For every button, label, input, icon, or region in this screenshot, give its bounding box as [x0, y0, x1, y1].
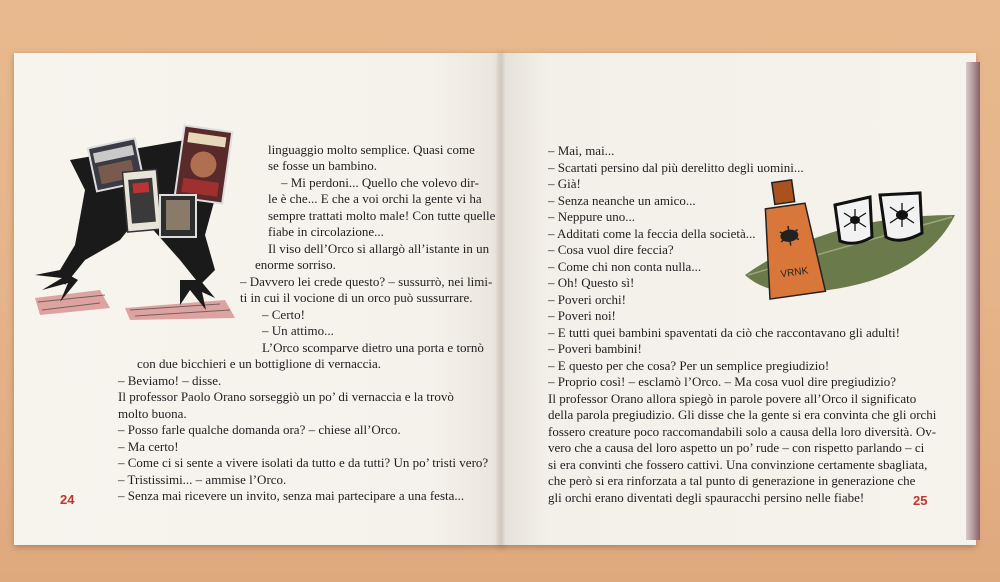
text-line: – Proprio così! – esclamò l’Orco. – Ma cosa vuol dire pregiudizio?: [548, 374, 897, 389]
text-line: – Scartati persino dal più derelitto degli uomini...: [548, 160, 804, 175]
text-line: Il professor Orano allora spiegò in parole povere all’Orco il significato: [548, 391, 917, 406]
text-line: – Neppure uno...: [548, 209, 636, 224]
text-line: L’Orco scomparve dietro una porta e tornò: [262, 340, 484, 355]
book-gutter: [497, 53, 505, 545]
text-line: – Tristissimi... – ammise l’Orco.: [118, 472, 287, 487]
text-line: – Posso farle qualche domanda ora? – chiese all’Orco.: [118, 422, 401, 437]
text-line: gli orchi erano diventati degli spauracchi persino nelle fiabe!: [548, 490, 865, 505]
text-line: Il viso dell’Orco si allargò all’istante in un: [268, 241, 490, 256]
orc-collage-illustration: [30, 120, 250, 330]
spider-glass-icon: [835, 197, 872, 243]
text-line: – Oh! Questo sì!: [548, 275, 635, 290]
text-line: se fosse un bambino.: [268, 158, 378, 173]
text-line: – Mai, mai...: [548, 143, 615, 158]
text-line: – Come chi non conta nulla...: [548, 259, 702, 274]
text-line: della parola pregiudizio. Gli disse che la gente si era convinta che gli orchi: [548, 407, 937, 422]
text-line: – Già!: [548, 176, 581, 191]
text-line: molto buona.: [118, 406, 187, 421]
text-line: enorme sorriso.: [255, 257, 336, 272]
page-number-right: 25: [913, 493, 928, 508]
bottle-illustration: [740, 175, 960, 305]
text-line: – Davvero lei crede questo? – sussurrò, nei limi-: [240, 274, 493, 289]
text-line: fossero creature poco raccomandabili solo a causa della loro diversità. Ov-: [548, 424, 937, 439]
text-line: – Senza neanche un amico...: [548, 193, 696, 208]
text-line: – Poveri bambini!: [548, 341, 642, 356]
text-line: ti in cui il vocione di un orco può sussurrare.: [240, 290, 473, 305]
book-page-edge: [966, 62, 980, 540]
text-line: – Cosa vuol dire feccia?: [548, 242, 674, 257]
text-line: – Beviamo! – disse.: [118, 373, 222, 388]
text-line: – Mi perdoni... Quello che volevo dir-: [281, 175, 479, 190]
svg-text:VRNK: VRNK: [779, 265, 809, 281]
text-line: – Poveri noi!: [548, 308, 616, 323]
text-line: linguaggio molto semplice. Quasi come: [268, 142, 475, 157]
text-line: – Poveri orchi!: [548, 292, 626, 307]
text-line: Il professor Paolo Orano sorseggiò un po’ di vernaccia e la trovò: [118, 389, 454, 404]
text-line: che però si era rinforzata a tal punto di generazione in generazione che: [548, 473, 916, 488]
text-line: – E questo per che cosa? Per un semplice pregiudizio!: [548, 358, 830, 373]
text-line: con due bicchieri e un bottiglione di vernaccia.: [137, 356, 382, 371]
spider-glass-icon: [880, 193, 922, 240]
text-line: – Certo!: [262, 307, 305, 322]
text-line: si era convinti che fossero cattivi. Una convinzione certamente sbagliata,: [548, 457, 928, 472]
text-line: – Ma certo!: [118, 439, 179, 454]
page-number-left: 24: [60, 492, 75, 507]
text-line: sempre trattati molto male! Con tutte quelle: [268, 208, 496, 223]
text-line: – Un attimo...: [262, 323, 334, 338]
text-line: – Additati come la feccia della società...: [548, 226, 756, 241]
text-line: vero che a causa del loro aspetto un po’ rude – con rispetto parlando – ci: [548, 440, 925, 455]
text-line: le è che... E che a voi orchi la gente vi ha: [268, 191, 482, 206]
text-line: – Senza mai ricevere un invito, senza mai partecipare a una festa...: [118, 488, 465, 503]
text-line: – Come ci si sente a vivere isolati da tutto e da tutti? Un po’ tristi vero?: [118, 455, 489, 470]
text-line: – E tutti quei bambini spaventati da ciò che raccontavano gli adulti!: [548, 325, 900, 340]
text-line: fiabe in circolazione...: [268, 224, 384, 239]
